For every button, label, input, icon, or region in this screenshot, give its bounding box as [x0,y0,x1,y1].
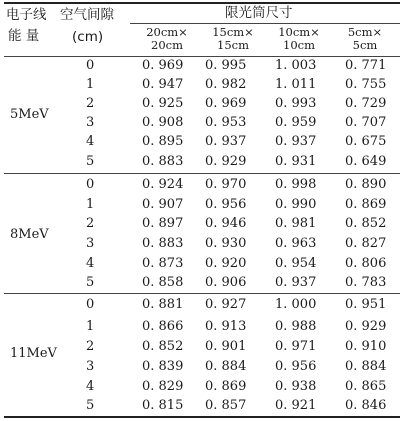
value-cell: 0. 883 [142,236,184,251]
value-cell: 0. 956 [275,359,317,374]
value-cell: 0. 827 [345,236,387,251]
value-cell: 0. 995 [205,58,247,73]
top-rule [4,2,400,4]
value-cell: 0. 982 [205,77,247,92]
value-cell: 0. 913 [205,319,247,334]
header-sub-rule [130,23,400,24]
gap-value: 2 [86,339,95,354]
value-cell: 0. 852 [345,216,387,231]
value-cell: 0. 927 [205,297,247,312]
value-cell: 0. 884 [205,359,247,374]
value-cell: 0. 937 [275,134,317,149]
value-cell: 0. 930 [205,236,247,251]
value-cell: 0. 969 [205,96,247,111]
value-cell: 0. 921 [275,398,317,413]
value-cell: 0. 852 [142,339,184,354]
gap-value: 2 [86,216,95,231]
value-cell: 0. 998 [275,177,317,192]
gap-value: 3 [86,359,95,374]
gap-value: 5 [86,275,95,290]
gap-value: 0 [86,297,95,312]
value-cell: 0. 907 [142,197,184,212]
gap-value: 4 [86,379,95,394]
value-cell: 0. 865 [345,379,387,394]
gap-value: 0 [86,58,95,73]
value-cell: 0. 951 [345,297,387,312]
value-cell: 0. 990 [275,197,317,212]
value-cell: 0. 869 [205,379,247,394]
value-cell: 0. 937 [275,275,317,290]
value-cell: 0. 947 [142,77,184,92]
value-cell: 0. 908 [142,115,184,130]
gap-value: 2 [86,96,95,111]
value-cell: 1. 011 [275,77,317,92]
value-cell: 0. 953 [205,115,247,130]
value-cell: 0. 858 [142,275,184,290]
value-cell: 0. 901 [205,339,247,354]
value-cell: 0. 890 [345,177,387,192]
gap-value: 3 [86,115,95,130]
value-cell: 0. 946 [205,216,247,231]
cone-size-15-line2: 15cm [217,38,249,52]
value-cell: 0. 675 [345,134,387,149]
value-cell: 0. 971 [275,339,317,354]
value-cell: 0. 707 [345,115,387,130]
energy-header-line2: 能 量 [8,28,40,44]
gap-header-line2: (cm) [72,29,104,45]
value-cell: 0. 846 [345,398,387,413]
value-cell: 0. 649 [345,154,387,169]
value-cell: 0. 920 [205,256,247,271]
value-cell: 0. 771 [345,58,387,73]
cone-size-5-line2: 5cm [352,38,378,52]
gap-value: 1 [86,197,95,212]
cone-size-5-line1: 5cm× [347,25,383,39]
value-cell: 0. 988 [275,319,317,334]
value-cell: 0. 970 [205,177,247,192]
value-cell: 0. 910 [345,339,387,354]
cone-size-15-line1: 15cm× [212,25,254,39]
value-cell: 0. 937 [205,134,247,149]
bottom-rule [4,416,400,418]
energy-label-5mev: 5MeV [10,107,49,122]
cone-size-10-line2: 10cm [283,38,315,52]
gap-value: 0 [86,177,95,192]
gap-value: 5 [86,398,95,413]
value-cell: 0. 938 [275,379,317,394]
value-cell: 0. 924 [142,177,184,192]
value-cell: 0. 969 [142,58,184,73]
value-cell: 0. 931 [275,154,317,169]
value-cell: 0. 881 [142,297,184,312]
value-cell: 0. 857 [205,398,247,413]
gap-value: 5 [86,154,95,169]
gap-header-line1: 空气间隙 [60,7,114,23]
value-cell: 0. 929 [205,154,247,169]
value-cell: 0. 755 [345,77,387,92]
energy-label-11mev: 11MeV [10,346,57,361]
value-cell: 1. 003 [275,58,317,73]
value-cell: 0. 884 [345,359,387,374]
gap-value: 4 [86,134,95,149]
value-cell: 0. 981 [275,216,317,231]
value-cell: 0. 873 [142,256,184,271]
value-cell: 0. 963 [275,236,317,251]
energy-header-line1: 电子线 [6,7,47,23]
cone-size-10-line1: 10cm× [278,25,320,39]
value-cell: 0. 883 [142,154,184,169]
value-cell: 0. 954 [275,256,317,271]
gap-value: 3 [86,236,95,251]
value-cell: 0. 829 [142,379,184,394]
value-cell: 0. 897 [142,216,184,231]
gap-value: 1 [86,77,95,92]
value-cell: 0. 869 [345,197,387,212]
value-cell: 1. 000 [275,297,317,312]
value-cell: 0. 925 [142,96,184,111]
value-cell: 0. 783 [345,275,387,290]
value-cell: 0. 906 [205,275,247,290]
value-cell: 0. 806 [345,256,387,271]
value-cell: 0. 729 [345,96,387,111]
value-cell: 0. 929 [345,319,387,334]
value-cell: 0. 895 [142,134,184,149]
value-cell: 0. 959 [275,115,317,130]
value-cell: 0. 866 [142,319,184,334]
gap-value: 4 [86,256,95,271]
energy-label-8mev: 8MeV [10,227,49,242]
value-cell: 0. 839 [142,359,184,374]
header-bottom-rule [4,56,400,57]
gap-value: 1 [86,319,95,334]
value-cell: 0. 815 [142,398,184,413]
group-divider-2 [4,293,400,294]
group-divider-1 [4,173,400,174]
value-cell: 0. 993 [275,96,317,111]
value-cell: 0. 956 [205,197,247,212]
cone-size-20-line2: 20cm [151,38,183,52]
cone-size-20-line1: 20cm× [146,25,188,39]
cone-size-header: 限光筒尺寸 [225,5,293,21]
